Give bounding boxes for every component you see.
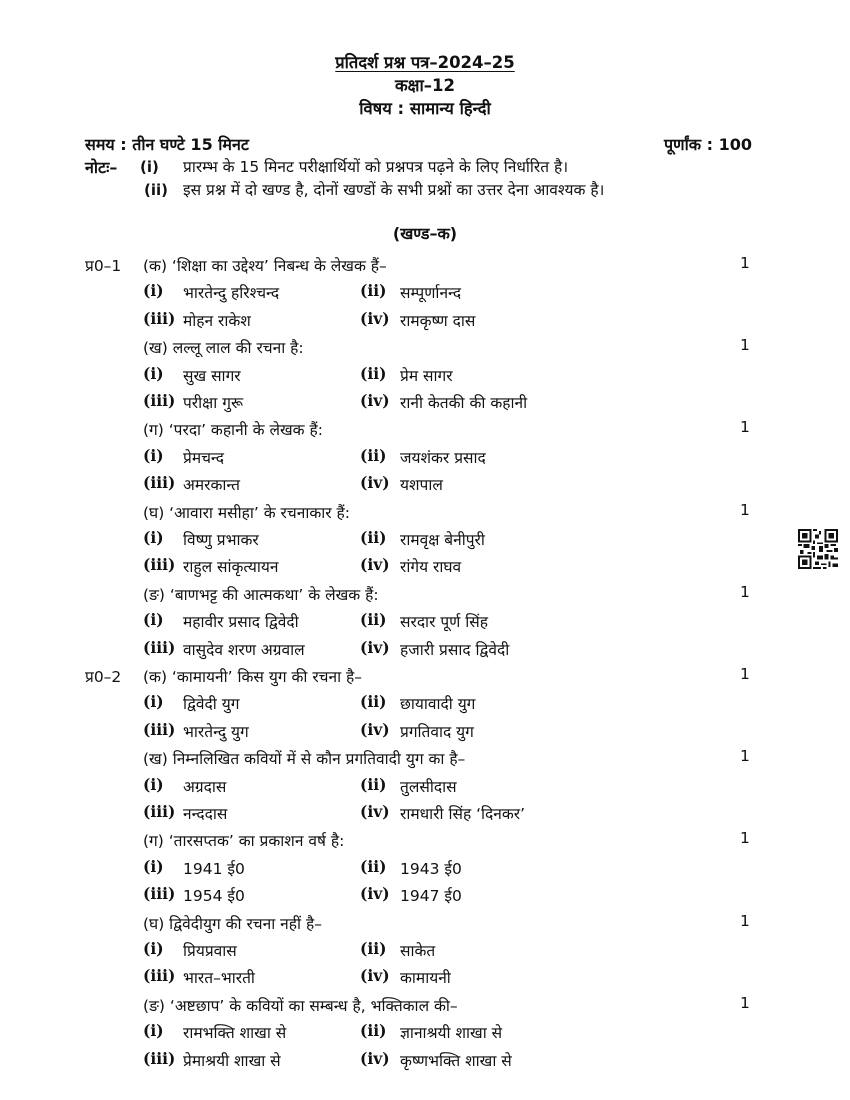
option-text: रामवृक्ष बेनीपुरी xyxy=(400,531,485,549)
option-number: (ii) xyxy=(360,363,387,383)
note-item-number: (i) xyxy=(140,158,159,176)
option-number: (ii) xyxy=(360,1021,387,1041)
question-number: प्र0–2 xyxy=(85,668,122,686)
option-row xyxy=(0,802,850,828)
option-row xyxy=(0,281,850,307)
option-number: (iii) xyxy=(143,308,176,328)
option-text: भारत–भारती xyxy=(183,969,255,988)
option-text: जयशंकर प्रसाद xyxy=(400,448,486,467)
option-text: कामायनी xyxy=(400,969,451,988)
option-row xyxy=(0,528,850,554)
note-item-text: इस प्रश्न में दो खण्ड है, दोनों खण्डों के सभी प्रश्नों का उत्तर देना आवश्यक है। xyxy=(183,181,605,199)
question-row xyxy=(0,912,850,938)
option-row xyxy=(0,720,850,746)
subject-label: विषय : सामान्य हिन्दी xyxy=(359,99,491,118)
option-row xyxy=(0,1049,850,1075)
option-text: साकेत xyxy=(400,942,436,960)
question-marks: 1 xyxy=(740,336,750,355)
note-label: नोटः– xyxy=(85,158,118,177)
option-number: (iv) xyxy=(360,802,390,821)
option-row xyxy=(0,446,850,472)
option-number: (ii) xyxy=(360,856,387,876)
option-text: राहुल सांकृत्यायन xyxy=(183,558,279,577)
option-text: 1947 ई0 xyxy=(400,887,462,906)
question-marks: 1 xyxy=(740,582,750,601)
option-row xyxy=(0,364,850,390)
note-item-text: प्रारम्भ के 15 मिनट परीक्षार्थियों को प्रश्नपत्र पढ़ने के लिए निर्धारित है। xyxy=(183,158,569,176)
question-row xyxy=(0,583,850,609)
question-marks: 1 xyxy=(740,254,750,272)
class-label: कक्षा–12 xyxy=(395,76,455,95)
option-number: (i) xyxy=(143,445,164,465)
option-text: सरदार पूर्ण सिंह xyxy=(400,613,488,632)
question-row xyxy=(0,665,850,691)
question-text: (क) ‘शिक्षा का उद्देश्य’ निबन्ध के लेखक हैं– xyxy=(143,257,387,275)
question-marks: 1 xyxy=(740,829,750,848)
option-text: रानी केतकी की कहानी xyxy=(400,394,528,412)
option-number: (i) xyxy=(143,1021,164,1041)
option-number: (iii) xyxy=(143,473,176,493)
question-text: (घ) द्विवेदीयुग की रचना नहीं है– xyxy=(143,914,322,933)
option-text: महावीर प्रसाद द्विवेदी xyxy=(183,613,299,632)
option-text: ज्ञानाश्रयी शाखा से xyxy=(400,1024,503,1043)
option-number: (i) xyxy=(143,281,164,301)
option-row xyxy=(0,775,850,801)
option-text: नन्ददास xyxy=(183,805,228,823)
option-row xyxy=(0,473,850,499)
option-text: रामधारी सिंह ‘दिनकर’ xyxy=(400,805,526,823)
question-marks: 1 xyxy=(740,993,750,1012)
option-text: हजारी प्रसाद द्विवेदी xyxy=(400,640,510,659)
option-text: 1943 ई0 xyxy=(400,859,462,878)
paper-title-text: प्रतिदर्श प्रश्न पत्र–2024–25 xyxy=(335,53,515,72)
option-text: प्रेमचन्द xyxy=(183,448,224,467)
option-text: 1941 ई0 xyxy=(183,859,245,878)
option-number: (i) xyxy=(143,774,164,794)
question-text: (ङ) ‘अष्टछाप’ के कवियों का सम्बन्ध है, भक्तिकाल की– xyxy=(143,996,458,1015)
question-text: (ग) ‘परदा’ कहानी के लेखक हैं: xyxy=(143,421,323,440)
option-number: (i) xyxy=(143,528,164,547)
question-text: (ग) ‘तारसप्तक’ का प्रकाशन वर्ष है: xyxy=(143,832,345,851)
option-row xyxy=(0,857,850,883)
option-text: प्रेम सागर xyxy=(400,366,453,385)
question-text: (ख) निम्नलिखित कवियों में से कौन प्रगतिवादी युग का है– xyxy=(143,750,466,769)
option-text: यशपाल xyxy=(400,476,443,495)
option-number: (iv) xyxy=(360,884,390,904)
option-text: कृष्णभक्ति शाखा से xyxy=(400,1051,512,1070)
question-text: (ङ) ‘बाणभट्ट की आत्मकथा’ के लेखक हैं: xyxy=(143,585,379,604)
note-item-number: (ii) xyxy=(144,181,168,199)
question-marks: 1 xyxy=(740,911,750,930)
total-marks-label: पूर्णांक : 100 xyxy=(663,135,752,154)
option-number: (i) xyxy=(143,692,164,712)
option-number: (iii) xyxy=(143,1048,176,1068)
option-text: सुख सागर xyxy=(183,366,241,385)
option-text: सम्पूर्णानन्द xyxy=(400,284,462,303)
option-row xyxy=(0,391,850,417)
option-number: (iv) xyxy=(360,637,390,657)
option-text: रामभक्ति शाखा से xyxy=(183,1024,287,1043)
option-number: (i) xyxy=(143,363,164,383)
option-number: (iv) xyxy=(360,308,390,328)
option-row xyxy=(0,638,850,664)
option-number: (i) xyxy=(143,856,164,876)
option-text: 1954 ई0 xyxy=(183,887,245,906)
option-number: (ii) xyxy=(360,528,387,547)
option-row xyxy=(0,309,850,335)
question-row xyxy=(0,994,850,1020)
option-number: (iii) xyxy=(143,719,176,739)
option-number: (ii) xyxy=(360,939,387,958)
option-text: तुलसीदास xyxy=(400,777,457,796)
option-row xyxy=(0,1021,850,1047)
option-text: अग्रदास xyxy=(183,777,227,796)
option-row xyxy=(0,884,850,910)
option-row xyxy=(0,610,850,636)
option-number: (iii) xyxy=(143,391,176,410)
option-text: भारतेन्दु हरिश्चन्द xyxy=(183,284,280,303)
option-text: द्विवेदी युग xyxy=(183,695,240,714)
option-text: प्रेमाश्रयी शाखा से xyxy=(183,1051,281,1070)
option-number: (iv) xyxy=(360,555,390,575)
option-number: (iii) xyxy=(143,555,176,575)
question-marks: 1 xyxy=(740,418,750,437)
option-number: (iii) xyxy=(143,802,176,821)
question-row xyxy=(0,501,850,527)
option-number: (ii) xyxy=(360,610,387,630)
option-text: परीक्षा गुरू xyxy=(183,394,243,412)
option-text: रांगेय राघव xyxy=(400,558,462,577)
qr-code xyxy=(798,529,838,569)
option-row xyxy=(0,939,850,965)
question-marks: 1 xyxy=(740,747,750,766)
option-number: (iv) xyxy=(360,473,390,493)
option-number: (iv) xyxy=(360,1048,390,1068)
question-text: (घ) ‘आवारा मसीहा’ के रचनाकार हैं: xyxy=(143,503,350,522)
question-text: (क) ‘कामायनी’ किस युग की रचना है– xyxy=(143,668,363,686)
option-row xyxy=(0,692,850,718)
option-number: (ii) xyxy=(360,774,387,794)
option-text: अमरकान्त xyxy=(183,476,240,495)
option-number: (i) xyxy=(143,610,164,630)
option-text: मोहन राकेश xyxy=(183,311,251,330)
option-text: प्रगतिवाद युग xyxy=(400,722,474,741)
option-text: विष्णु प्रभाकर xyxy=(183,531,259,549)
time-label: समय : तीन घण्टे 15 मिनट xyxy=(85,135,249,154)
option-text: रामकृष्ण दास xyxy=(400,311,476,330)
option-number: (iii) xyxy=(143,966,176,986)
option-number: (ii) xyxy=(360,445,387,465)
option-number: (ii) xyxy=(360,281,387,301)
section-heading: (खण्ड–क) xyxy=(392,224,458,243)
option-number: (iii) xyxy=(143,884,176,904)
option-text: छायावादी युग xyxy=(400,695,476,714)
question-marks: 1 xyxy=(740,500,750,519)
option-text: प्रियप्रवास xyxy=(183,942,237,960)
question-text: (ख) लल्लू लाल की रचना है: xyxy=(143,339,304,358)
question-row xyxy=(0,747,850,773)
question-row xyxy=(0,336,850,362)
option-text: वासुदेव शरण अग्रवाल xyxy=(183,640,305,659)
question-row xyxy=(0,829,850,855)
option-text: भारतेन्दु युग xyxy=(183,722,249,741)
option-number: (iv) xyxy=(360,719,390,739)
paper-title xyxy=(0,50,850,73)
option-row xyxy=(0,966,850,992)
question-number: प्र0–1 xyxy=(85,257,122,275)
option-number: (ii) xyxy=(360,692,387,712)
option-number: (iv) xyxy=(360,966,390,986)
option-number: (i) xyxy=(143,939,164,958)
question-row xyxy=(0,254,850,280)
question-marks: 1 xyxy=(740,665,750,683)
question-row xyxy=(0,418,850,444)
option-row xyxy=(0,555,850,581)
option-number: (iii) xyxy=(143,637,176,657)
option-number: (iv) xyxy=(360,391,390,410)
